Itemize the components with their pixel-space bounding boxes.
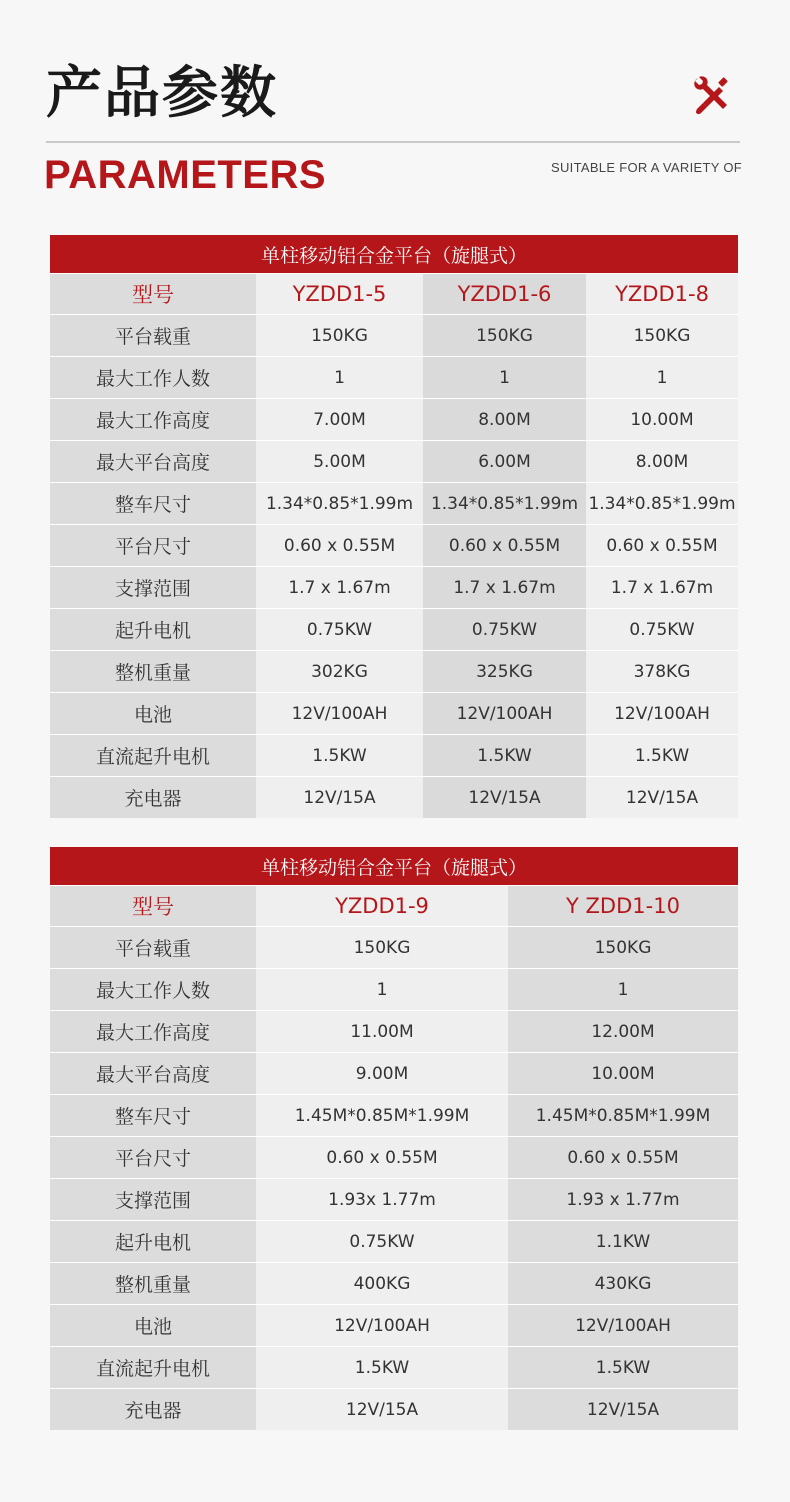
table-row: [50, 1053, 738, 1095]
row-value: 1.7 x 1.67m: [256, 567, 423, 609]
model-label: 型号: [50, 274, 256, 315]
row-value: 325KG: [423, 651, 586, 693]
row-label: 支撑范围: [50, 1179, 256, 1221]
table-row: [50, 1179, 738, 1221]
row-value: 1: [508, 969, 738, 1011]
table-row: [50, 1137, 738, 1179]
row-value: 10.00M: [508, 1053, 738, 1095]
row-value: 12V/15A: [586, 777, 738, 819]
header-divider: [46, 141, 740, 143]
row-label: 平台尺寸: [50, 1137, 256, 1179]
row-value: 150KG: [256, 315, 423, 357]
row-value: 430KG: [508, 1263, 738, 1305]
table-row: [50, 651, 738, 693]
row-value: 0.60 x 0.55M: [256, 1137, 508, 1179]
row-value: 1.5KW: [423, 735, 586, 777]
row-value: 0.75KW: [256, 609, 423, 651]
params-table-2: [50, 847, 738, 1430]
row-value: 12V/100AH: [586, 693, 738, 735]
table-row: [50, 1221, 738, 1263]
page-title-en: PARAMETERS: [44, 153, 327, 197]
params-table-1: [50, 235, 738, 818]
table-row: [50, 1305, 738, 1347]
table-row: [50, 609, 738, 651]
row-label: 整机重量: [50, 651, 256, 693]
table-row: [50, 969, 738, 1011]
row-value: 12V/100AH: [256, 1305, 508, 1347]
table-row: [50, 1347, 738, 1389]
row-label: 电池: [50, 693, 256, 735]
table-row: [50, 399, 738, 441]
table-row: [50, 1095, 738, 1137]
row-label: 最大平台高度: [50, 1053, 256, 1095]
row-label: 平台载重: [50, 315, 256, 357]
row-value: 1.1KW: [508, 1221, 738, 1263]
row-value: 1.34*0.85*1.99m: [423, 483, 586, 525]
row-value: 1.5KW: [508, 1347, 738, 1389]
row-value: 400KG: [256, 1263, 508, 1305]
row-value: 12.00M: [508, 1011, 738, 1053]
row-value: 0.60 x 0.55M: [508, 1137, 738, 1179]
row-label: 最大工作高度: [50, 399, 256, 441]
row-value: 12V/15A: [256, 777, 423, 819]
table-row: [50, 693, 738, 735]
row-value: 11.00M: [256, 1011, 508, 1053]
row-value: 150KG: [586, 315, 738, 357]
row-value: 0.60 x 0.55M: [423, 525, 586, 567]
row-label: 起升电机: [50, 609, 256, 651]
row-label: 充电器: [50, 777, 256, 819]
row-label: 平台尺寸: [50, 525, 256, 567]
row-value: 1.5KW: [256, 735, 423, 777]
row-value: 1.45M*0.85M*1.99M: [508, 1095, 738, 1137]
row-value: 1.93x 1.77m: [256, 1179, 508, 1221]
model-name: YZDD1-5: [256, 274, 423, 315]
row-label: 最大工作高度: [50, 1011, 256, 1053]
row-value: 7.00M: [256, 399, 423, 441]
row-value: 1.7 x 1.67m: [586, 567, 738, 609]
row-value: 0.75KW: [586, 609, 738, 651]
model-label: 型号: [50, 886, 256, 927]
model-name: YZDD1-8: [586, 274, 738, 315]
row-value: 1: [586, 357, 738, 399]
row-value: 150KG: [508, 927, 738, 969]
row-value: 150KG: [423, 315, 586, 357]
row-value: 12V/100AH: [423, 693, 586, 735]
row-value: 12V/100AH: [256, 693, 423, 735]
table-row: [50, 525, 738, 567]
model-row: [50, 886, 738, 927]
table-row: [50, 777, 738, 819]
row-label: 最大平台高度: [50, 441, 256, 483]
table-caption: 单柱移动铝合金平台（旋腿式）: [50, 847, 738, 886]
table-row: [50, 567, 738, 609]
row-label: 整车尺寸: [50, 1095, 256, 1137]
table-caption: 单柱移动铝合金平台（旋腿式）: [50, 235, 738, 274]
table-row: [50, 927, 738, 969]
row-value: 1: [256, 969, 508, 1011]
row-value: 1.34*0.85*1.99m: [586, 483, 738, 525]
model-name: Y ZDD1-10: [508, 886, 738, 927]
page-title: 产品参数: [46, 61, 278, 126]
row-label: 直流起升电机: [50, 735, 256, 777]
table-row: [50, 1011, 738, 1053]
row-value: 8.00M: [586, 441, 738, 483]
row-value: 12V/15A: [508, 1389, 738, 1431]
table-row: [50, 315, 738, 357]
row-value: 0.60 x 0.55M: [256, 525, 423, 567]
row-value: 8.00M: [423, 399, 586, 441]
model-name: YZDD1-6: [423, 274, 586, 315]
row-value: 150KG: [256, 927, 508, 969]
table-row: [50, 735, 738, 777]
table-row: [50, 357, 738, 399]
row-value: 12V/15A: [256, 1389, 508, 1431]
row-label: 最大工作人数: [50, 969, 256, 1011]
row-label: 充电器: [50, 1389, 256, 1431]
table-row: [50, 483, 738, 525]
row-value: 1: [423, 357, 586, 399]
row-value: 6.00M: [423, 441, 586, 483]
row-label: 整机重量: [50, 1263, 256, 1305]
row-value: 12V/100AH: [508, 1305, 738, 1347]
row-label: 整车尺寸: [50, 483, 256, 525]
row-value: 1.45M*0.85M*1.99M: [256, 1095, 508, 1137]
row-value: 378KG: [586, 651, 738, 693]
row-value: 302KG: [256, 651, 423, 693]
row-value: 1.5KW: [586, 735, 738, 777]
row-label: 起升电机: [50, 1221, 256, 1263]
model-row: [50, 274, 738, 315]
row-value: 1: [256, 357, 423, 399]
row-label: 电池: [50, 1305, 256, 1347]
model-name: YZDD1-9: [256, 886, 508, 927]
table-row: [50, 1263, 738, 1305]
row-label: 平台载重: [50, 927, 256, 969]
row-value: 5.00M: [256, 441, 423, 483]
row-label: 直流起升电机: [50, 1347, 256, 1389]
table-row: [50, 441, 738, 483]
page-subtitle: SUITABLE FOR A VARIETY OF: [551, 160, 742, 175]
row-label: 支撑范围: [50, 567, 256, 609]
row-value: 1.34*0.85*1.99m: [256, 483, 423, 525]
row-value: 1.7 x 1.67m: [423, 567, 586, 609]
row-value: 10.00M: [586, 399, 738, 441]
row-value: 1.93 x 1.77m: [508, 1179, 738, 1221]
row-value: 0.75KW: [256, 1221, 508, 1263]
row-label: 最大工作人数: [50, 357, 256, 399]
row-value: 1.5KW: [256, 1347, 508, 1389]
table-row: [50, 1389, 738, 1431]
tools-icon: [690, 72, 738, 120]
row-value: 9.00M: [256, 1053, 508, 1095]
row-value: 0.75KW: [423, 609, 586, 651]
row-value: 12V/15A: [423, 777, 586, 819]
row-value: 0.60 x 0.55M: [586, 525, 738, 567]
